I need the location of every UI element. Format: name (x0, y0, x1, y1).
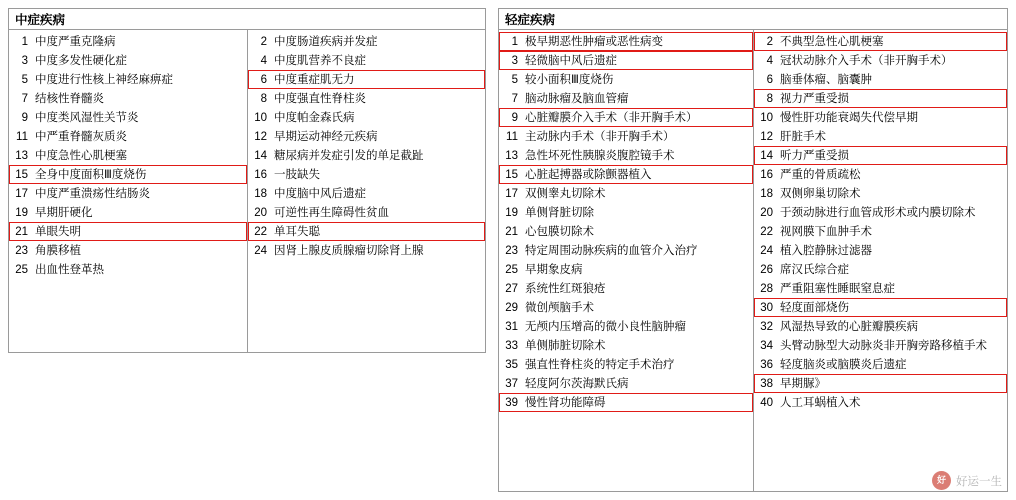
list-item-label: 可逆性再生障碍性贫血 (274, 206, 389, 219)
list-item (754, 184, 1007, 203)
list-item-label: 中严重脊髓灰质炎 (35, 130, 127, 143)
list-item-label: 心脏瓣膜介入手术（非开胸手术） (525, 111, 698, 124)
list-item-label: 脑动脉瘤及脑血管瘤 (525, 92, 629, 105)
moderate-column-odd (9, 30, 247, 352)
list-item-label: 轻度阿尔茨海默氏病 (525, 377, 629, 390)
list-item-label: 全身中度面积Ⅲ度烧伤 (35, 168, 147, 181)
list-item-number: 24 (254, 244, 267, 257)
list-item (9, 184, 247, 203)
list-item (9, 260, 247, 279)
list-item (499, 336, 753, 355)
list-item-label: 不典型急性心肌梗塞 (780, 35, 884, 48)
list-item-number: 18 (254, 187, 267, 200)
list-item (499, 260, 753, 279)
list-item-number: 23 (505, 244, 518, 257)
list-item-number: 26 (760, 263, 773, 276)
list-item-label: 中度重症肌无力 (274, 73, 355, 86)
list-item (9, 203, 247, 222)
list-item-label: 双侧卵巢切除术 (780, 187, 861, 200)
list-item-number: 5 (511, 73, 518, 86)
list-item-label: 视力严重受损 (780, 92, 849, 105)
list-item-label: 中度严重溃疡性结肠炎 (35, 187, 150, 200)
list-item-label: 因肾上腺皮质腺瘤切除肾上腺 (274, 244, 424, 257)
list-item-number: 22 (254, 225, 267, 238)
list-item (754, 279, 1007, 298)
list-item-label: 极早期恶性肿瘤或恶性病变 (525, 35, 663, 48)
mild-column-even (753, 30, 1007, 491)
list-item-number: 1 (511, 35, 518, 48)
list-item-number: 5 (21, 73, 28, 86)
list-item-label: 糖尿病并发症引发的单足截趾 (274, 149, 424, 162)
list-item (9, 108, 247, 127)
list-item (499, 393, 753, 412)
list-item (9, 89, 247, 108)
list-item-number: 27 (505, 282, 518, 295)
list-item-number: 9 (21, 111, 28, 124)
list-item (248, 184, 485, 203)
list-item-label: 中度多发性硬化症 (35, 54, 127, 67)
list-item-number: 15 (15, 168, 28, 181)
panel-mild-illness (498, 8, 1008, 492)
list-item-number: 37 (505, 377, 518, 390)
list-item (499, 222, 753, 241)
moderate-column-even (247, 30, 485, 352)
list-item (754, 298, 1007, 317)
list-item-number: 11 (16, 130, 28, 143)
list-item (499, 127, 753, 146)
list-item-number: 39 (505, 396, 518, 409)
list-item (499, 355, 753, 374)
list-item-label: 中度肠道疾病并发症 (274, 35, 378, 48)
list-item-label: 单侧肺脏切除术 (525, 339, 606, 352)
list-item-label: 主动脉内手术（非开胸手术） (525, 130, 675, 143)
list-item-number: 19 (15, 206, 28, 219)
list-item-number: 2 (260, 35, 267, 48)
list-item-label: 中度脑中风后遗症 (274, 187, 366, 200)
list-item (248, 32, 485, 51)
list-item (9, 241, 247, 260)
list-item-number: 36 (760, 358, 773, 371)
list-item-label: 结核性脊髓炎 (35, 92, 104, 105)
list-item-label: 一肢缺失 (274, 168, 320, 181)
list-item-label: 角膜移植 (35, 244, 81, 257)
list-item-number: 7 (511, 92, 518, 105)
list-item (9, 127, 247, 146)
list-item (9, 51, 247, 70)
list-item-number: 13 (15, 149, 28, 162)
list-item-label: 脑垂体瘤、脑囊肿 (780, 73, 872, 86)
list-item-number: 33 (505, 339, 518, 352)
list-item-number: 22 (760, 225, 773, 238)
list-item-number: 30 (760, 301, 773, 314)
list-item-label: 视网膜下血肿手术 (780, 225, 872, 238)
list-item-number: 4 (260, 54, 267, 67)
list-item (9, 70, 247, 89)
list-item (499, 374, 753, 393)
list-item-label: 头臂动脉型大动脉炎非开胸旁路移植手术 (780, 339, 987, 352)
list-item-label: 微创颅脑手术 (525, 301, 594, 314)
list-item (499, 241, 753, 260)
list-item (499, 51, 753, 70)
list-item (754, 203, 1007, 222)
list-item (754, 51, 1007, 70)
list-item-number: 12 (760, 130, 773, 143)
list-item-label: 早期肝硬化 (35, 206, 93, 219)
list-item-label: 慢性肾功能障碍 (525, 396, 606, 409)
list-item-number: 4 (766, 54, 773, 67)
list-item-number: 8 (766, 92, 773, 105)
list-item-label: 植入腔静脉过滤器 (780, 244, 872, 257)
moderate-columns (9, 30, 485, 352)
mild-columns (499, 30, 1007, 491)
list-item-number: 10 (760, 111, 773, 124)
list-item-number: 6 (260, 73, 267, 86)
list-item-label: 心包膜切除术 (525, 225, 594, 238)
list-item-label: 风湿热导致的心脏瓣膜疾病 (780, 320, 918, 333)
list-item (499, 298, 753, 317)
list-item-number: 20 (254, 206, 267, 219)
list-item-label: 中度进行性核上神经麻痹症 (35, 73, 173, 86)
list-item-label: 早期运动神经元疾病 (274, 130, 378, 143)
list-item-label: 无颅内压增高的微小良性脑肿瘤 (525, 320, 686, 333)
list-item (499, 184, 753, 203)
list-item-number: 15 (505, 168, 518, 181)
list-item-number: 24 (760, 244, 773, 257)
list-item-label: 中度严重克隆病 (35, 35, 116, 48)
list-item (499, 165, 753, 184)
list-item-label: 中度急性心肌梗塞 (35, 149, 127, 162)
list-item-label: 系统性红斑狼疮 (525, 282, 606, 295)
list-item-label: 严重的骨质疏松 (780, 168, 861, 181)
list-item-number: 6 (766, 73, 773, 86)
mild-column-odd (499, 30, 753, 491)
list-item (9, 165, 247, 184)
list-item (9, 146, 247, 165)
list-item (499, 279, 753, 298)
list-item-number: 32 (760, 320, 773, 333)
list-item-label: 单侧肾脏切除 (525, 206, 594, 219)
list-item-label: 严重阻塞性睡眠窒息症 (780, 282, 895, 295)
list-item-number: 23 (15, 244, 28, 257)
list-item (754, 393, 1007, 412)
list-item (248, 108, 485, 127)
list-item-number: 20 (760, 206, 773, 219)
list-item-number: 7 (21, 92, 28, 105)
list-item (248, 51, 485, 70)
list-item-label: 慢性肝功能衰竭失代偿早期 (780, 111, 918, 124)
list-item-label: 早期象皮病 (525, 263, 583, 276)
list-item-number: 18 (760, 187, 773, 200)
watermark (932, 471, 1002, 490)
panel-title-mild: 轻症疾病 (499, 9, 1007, 30)
list-item-number: 16 (760, 168, 773, 181)
list-item (9, 222, 247, 241)
list-item-number: 14 (254, 149, 267, 162)
list-item (754, 32, 1007, 51)
list-item-number: 19 (505, 206, 518, 219)
list-item (499, 70, 753, 89)
list-item (9, 32, 247, 51)
list-item (499, 89, 753, 108)
list-item (754, 146, 1007, 165)
list-item-number: 21 (505, 225, 518, 238)
list-item-label: 双侧睾丸切除术 (525, 187, 606, 200)
list-item-number: 35 (505, 358, 518, 371)
list-item-number: 17 (505, 187, 518, 200)
list-item-number: 25 (15, 263, 28, 276)
list-item-label: 席汉氏综合症 (780, 263, 849, 276)
list-item-label: 轻度面部烧伤 (780, 301, 849, 314)
list-item-label: 轻度脑炎或脑膜炎后遗症 (780, 358, 907, 371)
list-item (248, 70, 485, 89)
list-item-label: 单耳失聪 (274, 225, 320, 238)
watermark-logo: 好 (932, 471, 951, 490)
list-item-number: 21 (15, 225, 28, 238)
list-item (754, 222, 1007, 241)
list-item (499, 203, 753, 222)
list-item-label: 心脏起搏器或除颤器植入 (525, 168, 652, 181)
list-item-number: 40 (760, 396, 773, 409)
list-item-label: 听力严重受损 (780, 149, 849, 162)
list-item-label: 早期脲》 (780, 377, 826, 390)
list-item-number: 29 (505, 301, 518, 314)
list-item-number: 14 (760, 149, 773, 162)
list-item (248, 89, 485, 108)
list-item-label: 轻微脑中风后遗症 (525, 54, 617, 67)
list-item-number: 8 (260, 92, 267, 105)
list-item-number: 3 (511, 54, 518, 67)
list-item-number: 1 (21, 35, 28, 48)
list-item-number: 13 (505, 149, 518, 162)
panel-title-moderate: 中症疾病 (9, 9, 485, 30)
list-item (754, 108, 1007, 127)
list-item-number: 38 (760, 377, 773, 390)
list-item (499, 32, 753, 51)
list-item (499, 146, 753, 165)
list-item-number: 12 (254, 130, 267, 143)
list-item (248, 127, 485, 146)
list-item-number: 25 (505, 263, 518, 276)
list-item-label: 人工耳蜗植入术 (780, 396, 861, 409)
list-item (754, 374, 1007, 393)
list-item (248, 222, 485, 241)
list-item-number: 34 (760, 339, 773, 352)
panel-moderate-illness (8, 8, 486, 353)
list-item (754, 241, 1007, 260)
list-item (754, 317, 1007, 336)
list-item (754, 336, 1007, 355)
list-item-number: 31 (505, 320, 518, 333)
list-item (754, 127, 1007, 146)
list-item-number: 10 (254, 111, 267, 124)
list-item (248, 146, 485, 165)
watermark-text: 好运一生 (956, 475, 1002, 488)
list-item-number: 2 (766, 35, 773, 48)
list-item-label: 急性坏死性胰腺炎腹腔镜手术 (525, 149, 675, 162)
list-item (499, 108, 753, 127)
list-item (754, 89, 1007, 108)
list-item-label: 出血性登革热 (35, 263, 104, 276)
list-item-label: 于颈动脉进行血管成形术或内膜切除术 (780, 206, 976, 219)
list-item-label: 较小面积Ⅲ度烧伤 (525, 73, 614, 86)
list-item-label: 中度强直性脊柱炎 (274, 92, 366, 105)
list-item-label: 中度帕金森氏病 (274, 111, 355, 124)
list-item-number: 17 (15, 187, 28, 200)
list-item-number: 11 (506, 130, 518, 143)
list-item-label: 单眼失明 (35, 225, 81, 238)
list-item-number: 16 (254, 168, 267, 181)
list-item (248, 165, 485, 184)
list-item (248, 203, 485, 222)
list-item-label: 中度类风湿性关节炎 (35, 111, 139, 124)
list-item (754, 70, 1007, 89)
list-item (754, 355, 1007, 374)
list-item-label: 冠状动脉介入手术（非开胸手术） (780, 54, 953, 67)
list-item-label: 肝脏手术 (780, 130, 826, 143)
list-item-label: 强直性脊柱炎的特定手术治疗 (525, 358, 675, 371)
list-item-label: 中度肌营养不良症 (274, 54, 366, 67)
list-item-number: 3 (21, 54, 28, 67)
list-item-label: 特定周围动脉疾病的血管介入治疗 (525, 244, 698, 257)
list-item (754, 260, 1007, 279)
list-item-number: 9 (511, 111, 518, 124)
list-item (499, 317, 753, 336)
list-item (248, 241, 485, 260)
list-item (754, 165, 1007, 184)
list-item-number: 28 (760, 282, 773, 295)
